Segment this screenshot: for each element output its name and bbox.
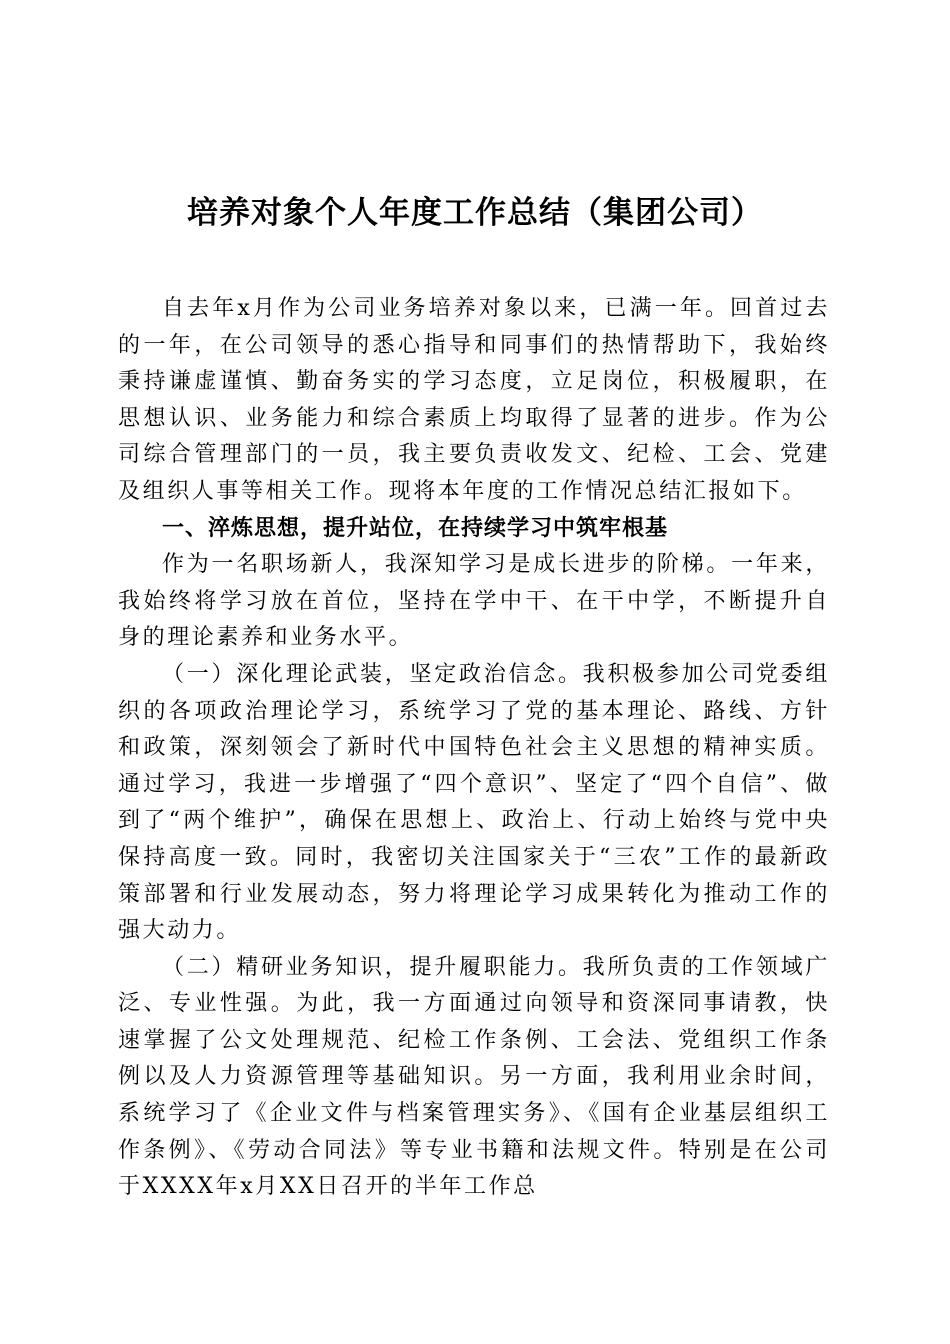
section-heading-1: 一、淬炼思想，提升站位，在持续学习中筑牢根基 — [162, 515, 669, 541]
subsection-2-paragraph: （二）精研业务知识，提升履职能力。我所负责的工作领域广泛、专业性强。为此，我一方面通过向领导和资深同事请教，快速掌握了公文处理规范、纪检工作条例、工会法、党组织工作条例以及人力资源管理等基础知识。另一方面，我利用业余时间，系统学习了《企业文件与档案管理实务》、《国有企业基层组织工作条例》、《劳动合同法》等专业书籍和法规文件。特别是在公司于XXXX年x月XX日召开的半年工作总 — [118, 954, 830, 1200]
intro-paragraph: 自去年x月作为公司业务培养对象以来，已满一年。回首过去的一年，在公司领导的悉心指导和同事们的热情帮助下，我始终秉持谦虚谨慎、勤奋务实的学习态度，立足岗位，积极履职，在思想认识、业务能力和综合素质上均取得了显著的进步。作为公司综合管理部门的一员，我主要负责收发文、纪检、工会、党建及组织人事等相关工作。现将本年度的工作情况总结汇报如下。 — [118, 296, 830, 504]
document-body — [118, 291, 830, 1206]
document-title: 培养对象个人年度工作总结（集团公司） — [187, 194, 763, 231]
section-1-intro-paragraph: 作为一名职场新人，我深知学习是成长进步的阶梯。一年来，我始终将学习放在首位，坚持在学中干、在干中学，不断提升自身的理论素养和业务水平。 — [118, 552, 830, 651]
subsection-1-paragraph: （一）深化理论武装，坚定政治信念。我积极参加公司党委组织的各项政治理论学习，系统学习了党的基本理论、路线、方针和政策，深刻领会了新时代中国特色社会主义思想的精神实质。通过学习，我进一步增强了“四个意识”、坚定了“四个自信”、做到了“两个维护”，确保在思想上、政治上、行动上始终与党中央保持高度一致。同时，我密切关注国家关于“三农”工作的最新政策部署和行业发展动态，努力将理论学习成果转化为推动工作的强大动力。 — [118, 661, 830, 944]
